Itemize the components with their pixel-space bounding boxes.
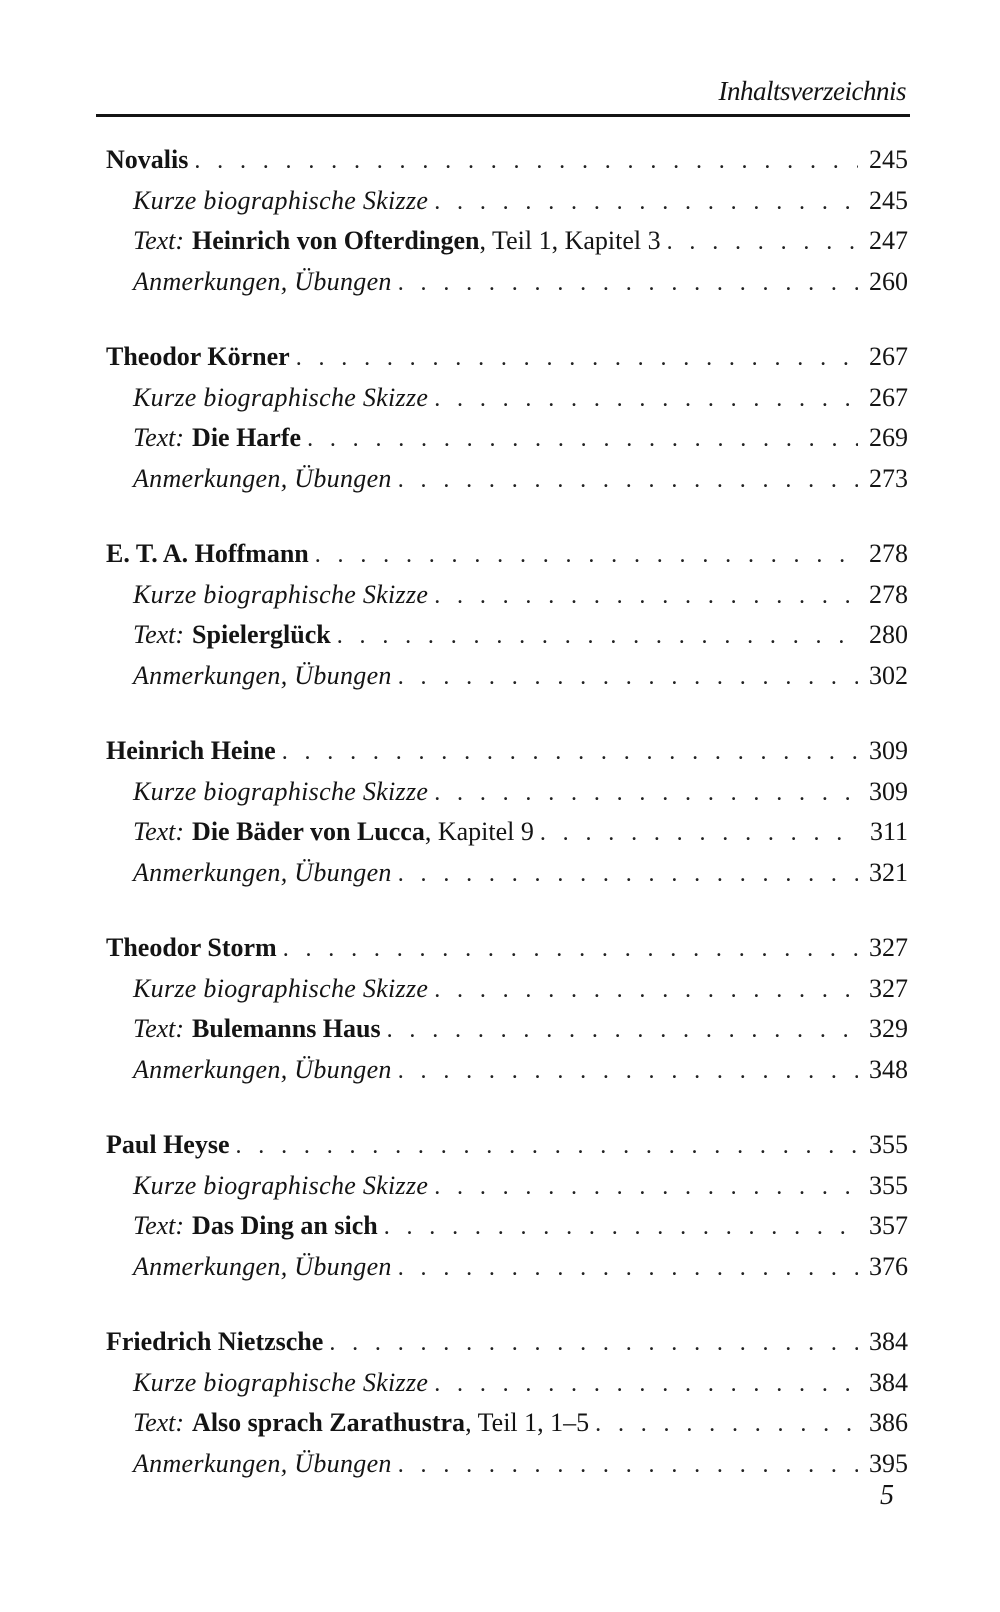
bio-label: Kurze biographische Skizze	[133, 973, 429, 1003]
dot-leader	[434, 1371, 858, 1398]
table-of-contents	[106, 145, 908, 1524]
page-number: 245	[869, 145, 908, 174]
toc-entry-bio[interactable]	[106, 580, 908, 621]
dot-leader	[434, 189, 858, 216]
toc-section-storm	[106, 933, 908, 1095]
dot-leader	[398, 861, 858, 888]
dot-leader	[387, 1017, 858, 1044]
page-number: 309	[869, 736, 908, 765]
page-number: 327	[869, 933, 908, 962]
dot-leader	[434, 780, 858, 807]
toc-entry-bio[interactable]	[106, 974, 908, 1015]
toc-entry-notes[interactable]	[106, 464, 908, 505]
dot-leader	[194, 148, 858, 175]
dot-leader	[282, 739, 858, 766]
notes-label: Anmerkungen, Übungen	[133, 463, 392, 493]
page-number: 357	[869, 1211, 908, 1240]
author-name: Theodor Körner	[106, 342, 290, 371]
folio-page-number: 5	[880, 1480, 894, 1511]
page-number: 355	[869, 1130, 908, 1159]
page-number: 311	[869, 817, 908, 846]
toc-entry-text[interactable]	[106, 1408, 908, 1449]
text-prefix: Text:	[133, 1014, 185, 1043]
work-title: Heinrich von Ofterdingen	[192, 226, 480, 255]
notes-label: Anmerkungen, Übungen	[133, 857, 392, 887]
notes-label: Anmerkungen, Übungen	[133, 266, 392, 296]
page-number: 260	[869, 266, 908, 296]
work-title: Also sprach Zarathustra	[192, 1408, 466, 1437]
page-number: 327	[869, 973, 908, 1003]
bio-label: Kurze biographische Skizze	[133, 1170, 429, 1200]
page-number: 278	[869, 579, 908, 609]
toc-entry-notes[interactable]	[106, 1252, 908, 1293]
notes-label: Anmerkungen, Übungen	[133, 1448, 392, 1478]
notes-label: Anmerkungen, Übungen	[133, 1251, 392, 1281]
toc-entry-author[interactable]	[106, 933, 908, 974]
page-number: 384	[869, 1327, 908, 1356]
dot-leader	[236, 1133, 859, 1160]
text-prefix: Text:	[133, 620, 185, 649]
toc-entry-notes[interactable]	[106, 1055, 908, 1096]
text-prefix: Text:	[133, 817, 185, 846]
toc-entry-author[interactable]	[106, 1130, 908, 1171]
toc-entry-notes[interactable]	[106, 661, 908, 702]
dot-leader	[398, 467, 858, 494]
dot-leader	[434, 977, 858, 1004]
page-number: 321	[869, 857, 908, 887]
page-number: 273	[869, 463, 908, 493]
dot-leader	[398, 1058, 858, 1085]
work-title: Das Ding an sich	[192, 1211, 378, 1240]
bio-label: Kurze biographische Skizze	[133, 579, 429, 609]
toc-entry-notes[interactable]	[106, 858, 908, 899]
work-title: Spielerglück	[192, 620, 331, 649]
notes-label: Anmerkungen, Übungen	[133, 1054, 392, 1084]
dot-leader	[398, 270, 858, 297]
toc-section-novalis	[106, 145, 908, 307]
dot-leader	[540, 820, 858, 847]
toc-entry-author[interactable]	[106, 736, 908, 777]
work-suffix: , Kapitel 9	[424, 817, 534, 846]
page-number: 280	[869, 620, 908, 649]
toc-entry-author[interactable]	[106, 1327, 908, 1368]
toc-entry-text[interactable]	[106, 817, 908, 858]
toc-entry-author[interactable]	[106, 342, 908, 383]
page-number: 348	[869, 1054, 908, 1084]
dot-leader	[434, 386, 858, 413]
page-number: 386	[869, 1408, 908, 1437]
author-name: Theodor Storm	[106, 933, 277, 962]
dot-leader	[434, 583, 858, 610]
work-suffix: , Teil 1, Kapitel 3	[479, 226, 661, 255]
text-prefix: Text:	[133, 1211, 185, 1240]
text-prefix: Text:	[133, 1408, 185, 1437]
author-name: Friedrich Nietzsche	[106, 1327, 324, 1356]
bio-label: Kurze biographische Skizze	[133, 185, 429, 215]
toc-entry-text[interactable]	[106, 1014, 908, 1055]
toc-entry-notes[interactable]	[106, 1449, 908, 1490]
notes-label: Anmerkungen, Übungen	[133, 660, 392, 690]
toc-entry-text[interactable]	[106, 620, 908, 661]
toc-section-heine	[106, 736, 908, 898]
work-suffix: , Teil 1, 1–5	[465, 1408, 590, 1437]
page-number: 267	[869, 342, 908, 371]
dot-leader	[595, 1411, 858, 1438]
page-number: 278	[869, 539, 908, 568]
toc-entry-author[interactable]	[106, 539, 908, 580]
page-number: 267	[869, 382, 908, 412]
bio-label: Kurze biographische Skizze	[133, 776, 429, 806]
toc-entry-text[interactable]	[106, 226, 908, 267]
page-number: 355	[869, 1170, 908, 1200]
dot-leader	[283, 936, 858, 963]
header-rule	[96, 114, 910, 117]
work-title: Die Harfe	[192, 423, 302, 452]
text-prefix: Text:	[133, 423, 185, 452]
page-number: 309	[869, 776, 908, 806]
author-name: Novalis	[106, 145, 189, 174]
author-name: Paul Heyse	[106, 1130, 230, 1159]
toc-entry-text[interactable]	[106, 423, 908, 464]
page-number: 269	[869, 423, 908, 452]
dot-leader	[667, 229, 858, 256]
work-title: Bulemanns Haus	[192, 1014, 381, 1043]
page-number: 376	[869, 1251, 908, 1281]
bio-label: Kurze biographische Skizze	[133, 382, 429, 412]
running-header: Inhaltsverzeichnis	[718, 76, 906, 106]
dot-leader	[384, 1214, 858, 1241]
work-title: Die Bäder von Lucca	[192, 817, 425, 846]
toc-section-heyse	[106, 1130, 908, 1292]
page-number: 384	[869, 1367, 908, 1397]
author-name: E. T. A. Hoffmann	[106, 539, 309, 568]
dot-leader	[296, 345, 858, 372]
toc-section-koerner	[106, 342, 908, 504]
author-name: Heinrich Heine	[106, 736, 276, 765]
page-number: 329	[869, 1014, 908, 1043]
toc-section-nietzsche	[106, 1327, 908, 1489]
toc-entry-bio[interactable]	[106, 186, 908, 227]
toc-entry-text[interactable]	[106, 1211, 908, 1252]
dot-leader	[337, 623, 858, 650]
dot-leader	[434, 1174, 858, 1201]
page-number: 245	[869, 185, 908, 215]
dot-leader	[307, 426, 858, 453]
dot-leader	[315, 542, 858, 569]
dot-leader	[398, 664, 858, 691]
toc-entry-bio[interactable]	[106, 1171, 908, 1212]
toc-entry-bio[interactable]	[106, 383, 908, 424]
bio-label: Kurze biographische Skizze	[133, 1367, 429, 1397]
toc-section-hoffmann	[106, 539, 908, 701]
page-number: 395	[869, 1448, 908, 1478]
toc-entry-author[interactable]	[106, 145, 908, 186]
dot-leader	[398, 1452, 858, 1479]
text-prefix: Text:	[133, 226, 185, 255]
toc-entry-notes[interactable]	[106, 267, 908, 308]
dot-leader	[329, 1330, 858, 1357]
toc-entry-bio[interactable]	[106, 1368, 908, 1409]
toc-entry-bio[interactable]	[106, 777, 908, 818]
page-number: 302	[869, 660, 908, 690]
dot-leader	[398, 1255, 858, 1282]
page-number: 247	[869, 226, 908, 255]
